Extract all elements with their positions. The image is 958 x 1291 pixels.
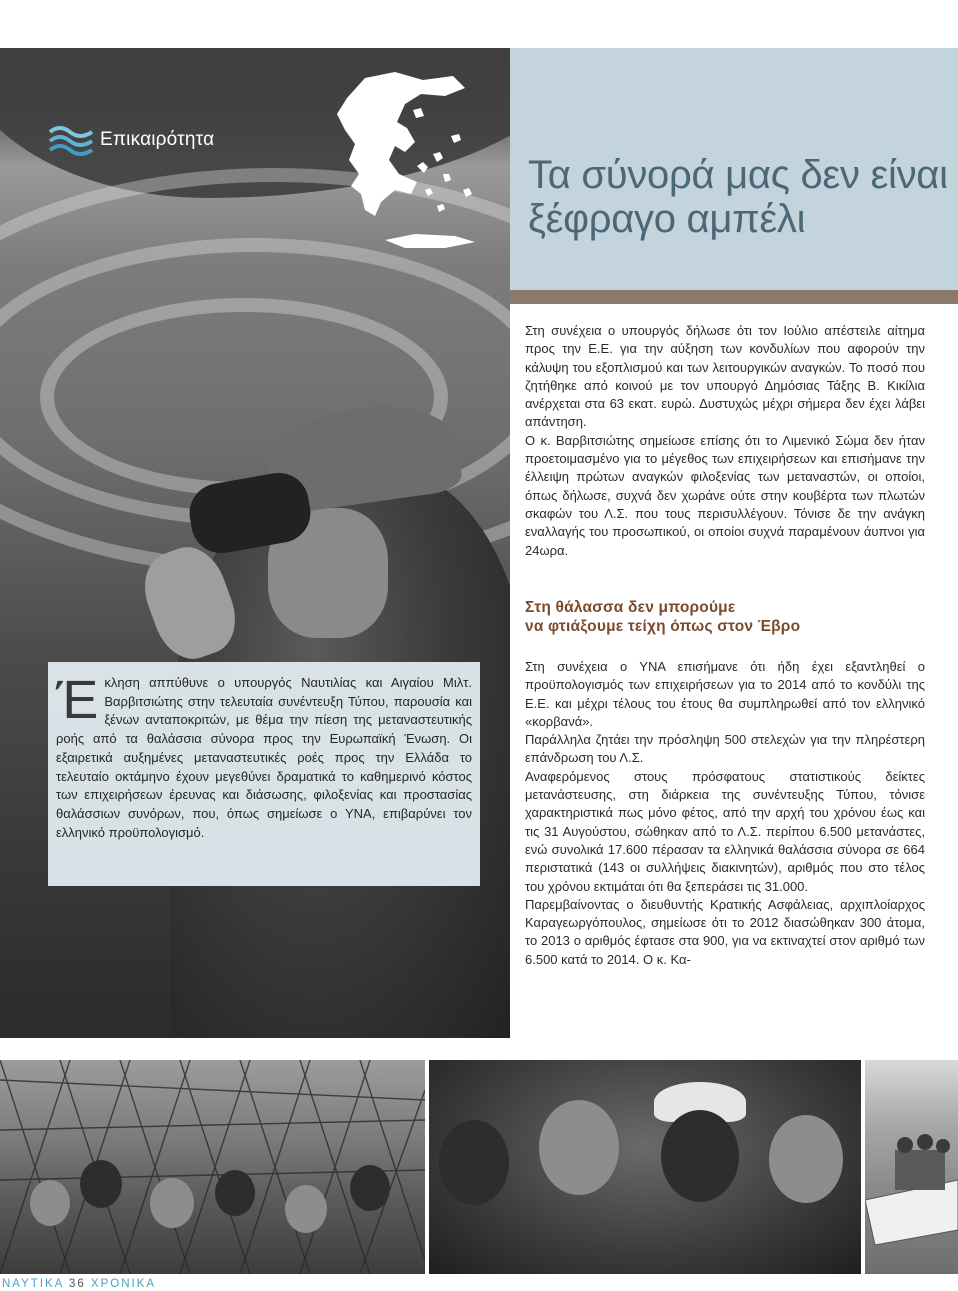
title-rule [510,290,958,304]
paragraph: Αναφερόμενος στους πρόσφατους στατιστικούς δείκτες μετανάστευσης, στη διάρκεια της συνέντευξης Τύπου, τόνισε χαρακτηριστικά πως μόνο φέτος, από την αρχή του χρόνου έως και τις 31 Αυγούστου, σώθηκαν από το Λ.Σ. περίπου 6.500 μετανάστες, ενώ συνολικά 17.600 πέρασαν τα ελληνικά θαλάσσια σύνορα σε 664 περιστατικά (143 οι συλλήψεις διακινητών), αριθμός που στο τέλος του χρόνου εκτιμάται ότι θα ξεπεράσει τις 31.000. [525,768,925,894]
intro-box [48,662,480,886]
magazine-name-part-1: ΝΑΥΤΙΚΑ [2,1278,64,1290]
intro-text: κληση αππύθυνε ο υπουργός Ναυτιλίας και Αιγαίου Μιλτ. Βαρβιτσιώτης στην τελευταία συνέντευξη Τύπου, παρουσία και ξένων ανταποκριτών, με θέμα την πίεση της μεταναστευτικής ροής από τα θαλάσσια σύνορα προς την Ευρωπαϊκή Ένωση. Οι εξαιρετικά αυξημένες μεταναστευτικές ροές προς την Ελλάδα το τελευταίο οκτάμηνο έχουν μεγεθύνει δραματικά το καθημερινό κόστος των επιχειρήσεων έρευνας και διάσωσης, φιλοξενίας και προστασίας θαλάσσιων συνόρων, που, όπως σημείωσε ο ΥΝΑ, επιβαρύνει τον ελληνικό προϋπολογισμό. [56,675,472,840]
paragraph: Ο κ. Βαρβιτσιώτης σημείωσε επίσης ότι το Λιμενικό Σώμα δεν ήταν προετοιμασμένο για το μέγεθος των επιχειρήσεων και επισήμανε την έλλειψη πρώτων αναγκών φιλοξενίας των μεταναστών, οι οποίοι, όπως δήλωσε, συχνά δεν χωράνε ούτε στην κουβέρτα των πλωτών σκαφών του Λ.Σ. που τους περισυλλέγουν. Τόνισε δε την ανάγκη εναλλαγής του προσωπικού, οι οποίοι συχνά παραμένουν άυπνοι για 24ωρα. [525,432,925,558]
photo-migrant-boat [865,1060,958,1274]
section-logo [48,120,218,160]
section-label: Επικαιρότητα [100,129,215,150]
greece-map-icon [325,70,485,265]
body-column-top [525,322,925,560]
article-title: Τα σύνορά μας δεν είναι ξέφραγο αμπέλι [528,153,948,241]
paragraph: Στη συνέχεια ο υπουργός δήλωσε ότι τον Ιούλιο απέστειλε αίτημα προς την Ε.Ε. για την αύξηση των κονδυλίων που αφορούν την κάλυψη του εξοπλισμού και των λειτουργικών αναγκών. Το ποσό που ζητήθηκε από κοινού με τον υπουργό Δημόσιας Τάξης Β. Κικίλια ανέρχεται στα 63 εκατ. ευρώ. Δυστυχώς μέχρι σήμερα δεν έχει λάβει απάντηση. [525,323,925,430]
waves-icon [48,122,94,158]
intro-paragraph [56,670,472,842]
subheading-line-2: να φτιάξουμε τείχη όπως στον Έβρο [525,618,801,635]
drop-cap: Έ [56,670,99,730]
paragraph: Στη συνέχεια ο ΥΝΑ επισήμανε ότι ήδη έχει εξαντληθεί ο προϋπολογισμός των επιχειρήσεων για το 2014 από το κονδύλι της Ε.Ε. και μέχρι τέλους του έτους θα συμπληρωθεί από τον ελληνικό «κορβανά». [525,659,925,729]
magazine-name-part-2: ΧΡΟΝΙΚΑ [90,1278,157,1290]
page-number: 36 [68,1278,86,1290]
page-footer [2,1278,156,1290]
paragraph: Παράλληλα ζητάει την πρόσληψη 500 στελεχών για την πληρέστερη επάνδρωση του Λ.Σ. [525,732,925,766]
subheading-line-1: Στη θάλασσα δεν μπορούμε [525,599,736,616]
photo-migrants-behind-fence [0,1060,425,1274]
photo-migrants-group [429,1060,861,1274]
body-column-bottom [525,658,925,969]
subheading [525,598,925,636]
paragraph: Παρεμβαίνοντας ο διευθυντής Κρατικής Ασφάλειας, αρχιπλοίαρχος Καραγεωργόπουλος, σημείωσε ότι το 2012 διασώθηκαν 300 άτομα, το 2013 ο αριθμός έφτασε στα 900, για να εκτιναχτεί στον αριθμό των 6.500 κατά το 2014. Ο κ. Κα- [525,896,925,967]
title-panel [510,48,958,290]
